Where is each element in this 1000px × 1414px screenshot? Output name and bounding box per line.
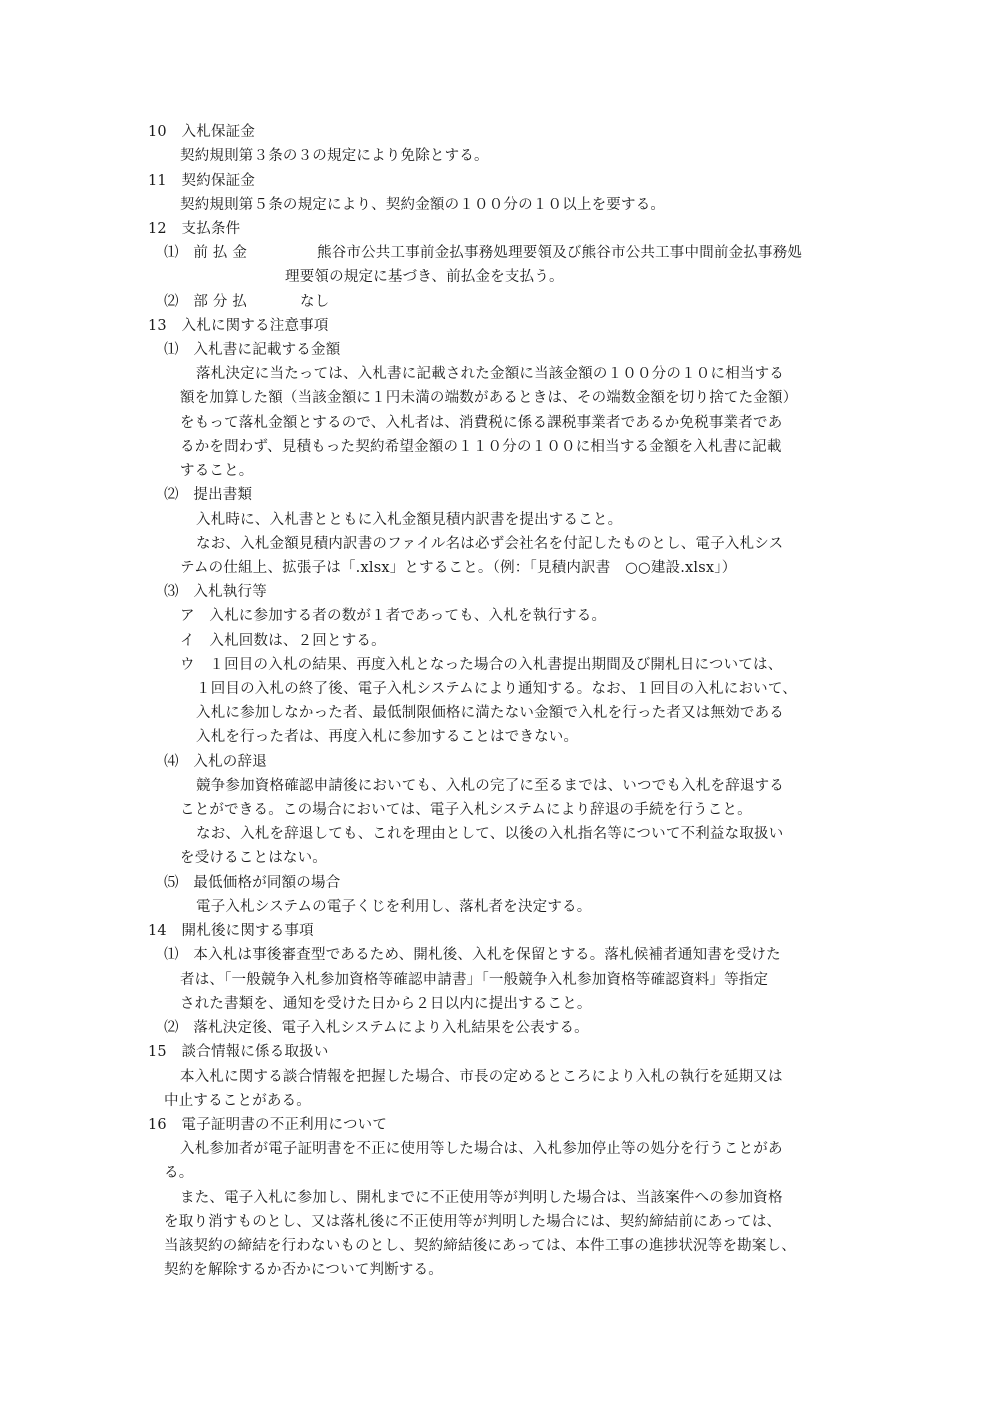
section-13-p3-title: ⑶ 入札執行等 bbox=[164, 584, 267, 600]
section-13-p4-line: を受けることはない。 bbox=[180, 850, 327, 866]
section-16-line: 入札参加者が電子証明書を不正に使用等した場合は、入札参加停止等の処分を行うことがあ bbox=[180, 1141, 783, 1157]
section-13-p2-line: テムの仕組上、拡張子は「.xlsx」とすること。（例：「見積内訳書 ○○建設.xlsx」） bbox=[180, 560, 737, 576]
section-14-p2: ⑵ 落札決定後、電子入札システムにより入札結果を公表する。 bbox=[164, 1020, 589, 1036]
section-13-p3-item-i: イ 入札回数は、２回とする。 bbox=[180, 633, 386, 649]
section-16-line: また、電子入札に参加し、開札までに不正使用等が判明した場合は、当該案件への参加資格 bbox=[180, 1190, 783, 1206]
section-13-p4-line: ことができる。この場合においては、電子入札システムにより辞退の手続を行うこと。 bbox=[180, 802, 752, 818]
section-14-p1-line: された書類を、通知を受けた日から２日以内に提出すること。 bbox=[180, 996, 592, 1012]
section-10-body: 契約規則第３条の３の規定により免除とする。 bbox=[180, 148, 489, 164]
section-13-p1-line: 額を加算した額（当該金額に１円未満の端数があるときは、その端数金額を切り捨てた金額） bbox=[180, 390, 798, 406]
section-13-p1-line: 落札決定に当たっては、入札書に記載された金額に当該金額の１００分の１０に相当する bbox=[196, 366, 784, 382]
section-12-item1-line1: 熊谷市公共工事前金払事務処理要領及び熊谷市公共工事中間前金払事務処 bbox=[317, 245, 803, 261]
section-16-line: を取り消すものとし、又は落札後に不正使用等が判明した場合には、契約締結前にあっては、 bbox=[164, 1214, 782, 1230]
section-13-p3-item-a: ア 入札に参加する者の数が１者であっても、入札を執行する。 bbox=[180, 608, 607, 624]
section-16-line: 当該契約の締結を行わないものとし、契約締結後にあっては、本件工事の進捗状況等を勘案し、 bbox=[164, 1238, 796, 1254]
section-13-p5-line: 電子入札システムの電子くじを利用し、落札者を決定する。 bbox=[196, 899, 592, 915]
section-13-p1-line: をもって落札金額とするので、入札者は、消費税に係る課税事業者であるか免税事業者であ bbox=[180, 415, 783, 431]
section-16-heading: 16 電子証明書の不正利用について bbox=[148, 1117, 388, 1133]
section-12-item2-label: ⑵ 部 分 払 bbox=[164, 294, 248, 310]
section-13-p2-line: なお、入札金額見積内訳書のファイル名は必ず会社名を付記したものとし、電子入札シス bbox=[196, 536, 784, 552]
section-14-p1-line: ⑴ 本入札は事後審査型であるため、開札後、入札を保留とする。落札候補者通知書を受けた bbox=[164, 947, 781, 963]
section-12-item1-line2: 理要領の規定に基づき、前払金を支払う。 bbox=[285, 269, 564, 285]
section-10-heading: 10 入札保証金 bbox=[148, 124, 256, 140]
section-14-p1-line: 者は、「一般競争入札参加資格等確認申請書」「一般競争入札参加資格等確認資料」等指定 bbox=[180, 972, 769, 988]
section-15-heading: 15 談合情報に係る取扱い bbox=[148, 1044, 329, 1060]
section-13-p4-line: 競争参加資格確認申請後においても、入札の完了に至るまでは、いつでも入札を辞退する bbox=[196, 778, 784, 794]
section-14-heading: 14 開札後に関する事項 bbox=[148, 923, 314, 939]
section-13-p4-line: なお、入札を辞退しても、これを理由として、以後の入札指名等について不利益な取扱い bbox=[196, 826, 784, 842]
section-13-p1-title: ⑴ 入札書に記載する金額 bbox=[164, 342, 341, 358]
section-13-p1-line: すること。 bbox=[180, 463, 254, 479]
section-13-p4-title: ⑷ 入札の辞退 bbox=[164, 754, 267, 770]
section-16-line: 契約を解除するか否かについて判断する。 bbox=[164, 1262, 444, 1278]
section-13-p2-line: 入札時に、入札書とともに入札金額見積内訳書を提出すること。 bbox=[196, 512, 623, 528]
section-13-p3-item-u-line: １回目の入札の終了後、電子入札システムにより通知する。なお、１回目の入札において、 bbox=[196, 681, 797, 697]
section-12-item1-label: ⑴ 前 払 金 bbox=[164, 245, 248, 261]
section-13-p2-title: ⑵ 提出書類 bbox=[164, 487, 253, 503]
section-13-p3-item-u-line: ウ １回目の入札の結果、再度入札となった場合の入札書提出期間及び開札日については、 bbox=[180, 657, 783, 673]
section-13-p5-title: ⑸ 最低価格が同額の場合 bbox=[164, 875, 341, 891]
section-12-item2-value: なし bbox=[300, 294, 330, 310]
section-16-line: る。 bbox=[164, 1165, 194, 1181]
section-15-line: 本入札に関する談合情報を把握した場合、市長の定めるところにより入札の執行を延期又は bbox=[180, 1069, 783, 1085]
section-12-heading: 12 支払条件 bbox=[148, 221, 241, 237]
section-13-p1-line: るかを問わず、見積もった契約希望金額の１１０分の１００に相当する金額を入札書に記載 bbox=[180, 439, 782, 455]
section-11-heading: 11 契約保証金 bbox=[148, 173, 256, 189]
section-13-p3-item-u-line: 入札に参加しなかった者、最低制限価格に満たない金額で入札を行った者又は無効である bbox=[196, 705, 784, 721]
section-13-heading: 13 入札に関する注意事項 bbox=[148, 318, 329, 334]
section-13-p3-item-u-line: 入札を行った者は、再度入札に参加することはできない。 bbox=[196, 729, 579, 745]
section-11-body: 契約規則第５条の規定により、契約金額の１００分の１０以上を要する。 bbox=[180, 197, 666, 213]
section-15-line: 中止することがある。 bbox=[164, 1093, 311, 1109]
